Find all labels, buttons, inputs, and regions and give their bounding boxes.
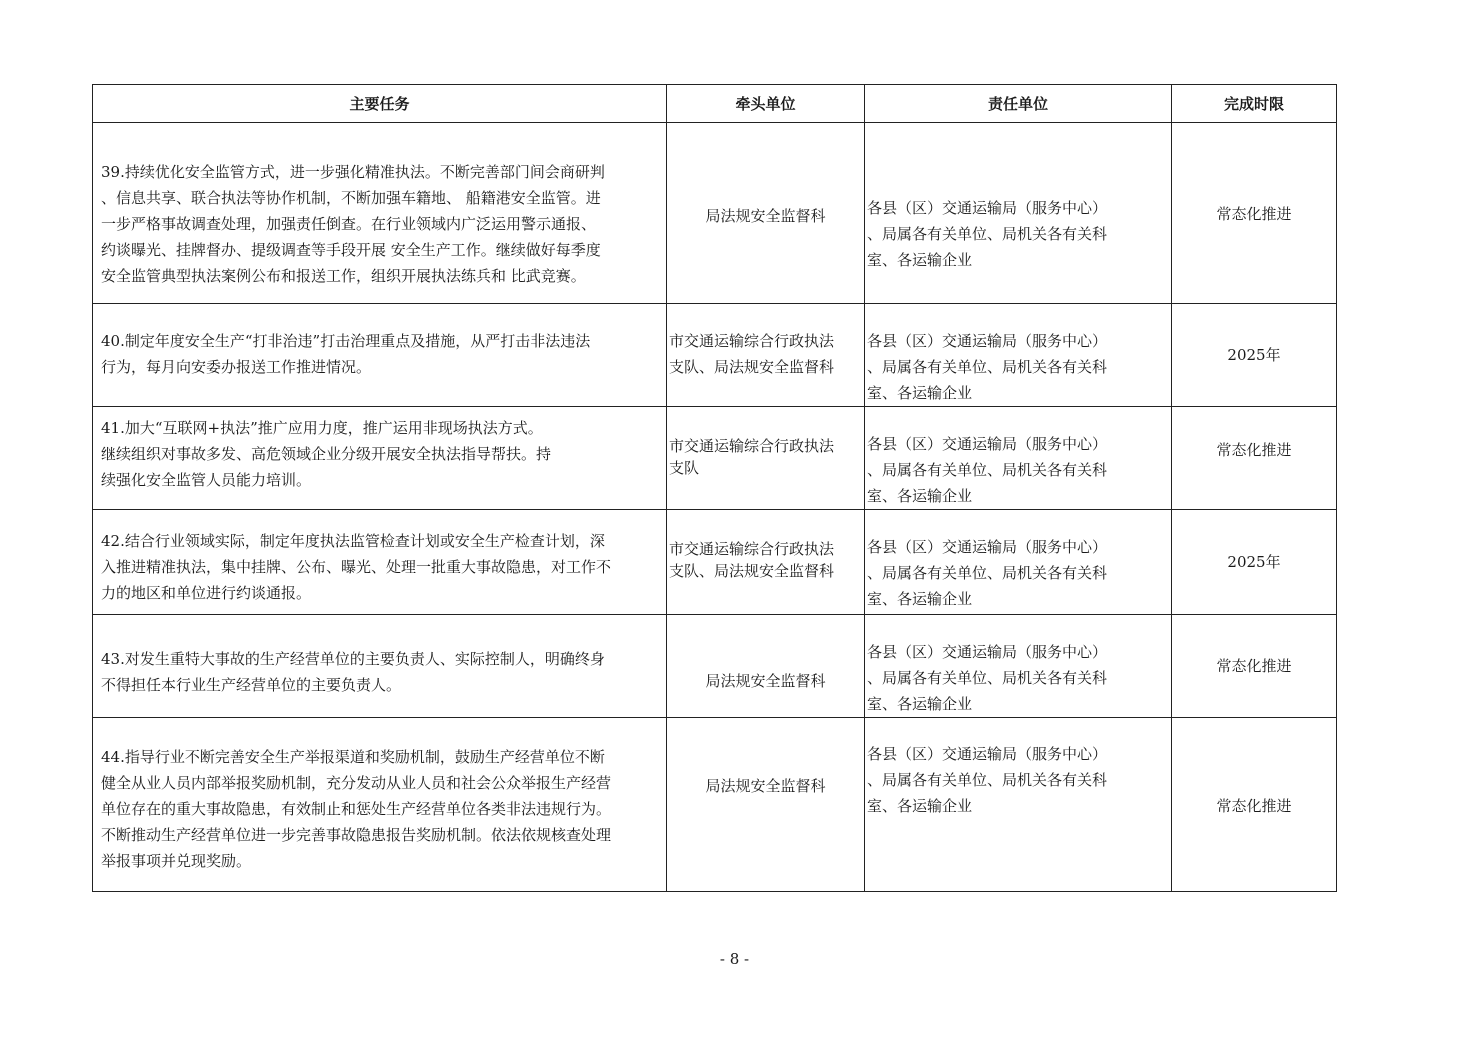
deadline-cell: 2025年: [1172, 510, 1337, 615]
responsible-unit-cell: 各县（区）交通运输局（服务中心） 、局属各有关单位、局机关各有关科 室、各运输企业: [865, 718, 1172, 892]
responsible-unit-cell: 各县（区）交通运输局（服务中心） 、局属各有关单位、局机关各有关科 室、各运输企业: [865, 123, 1172, 304]
task-cell: 44.指导行业不断完善安全生产举报渠道和奖励机制，鼓励生产经营单位不断 健全从业人员内部举报奖励机制，充分发动从业人员和社会公众举报生产经营 单位存在的重大事故隐患，有效制止和惩处生产经营单位各类非法违规行为。 不断推动生产经营单位进一步完善事故隐患报告奖励机制。依法依规核查处理 举报事项并兑现奖励。: [93, 718, 667, 892]
task-cell: 43.对发生重特大事故的生产经营单位的主要负责人、实际控制人，明确终身 不得担任本行业生产经营单位的主要负责人。: [93, 615, 667, 718]
table-row: [93, 510, 1337, 615]
deadline-cell: 常态化推进: [1172, 718, 1337, 892]
task-table: [92, 84, 1337, 892]
deadline-cell: 常态化推进: [1172, 615, 1337, 718]
lead-unit-cell: 局法规安全监督科: [667, 615, 865, 718]
responsible-unit-cell: 各县（区）交通运输局（服务中心） 、局属各有关单位、局机关各有关科 室、各运输企业: [865, 615, 1172, 718]
lead-unit-cell: 市交通运输综合行政执法 支队、局法规安全监督科: [667, 510, 865, 615]
lead-unit-cell: 市交通运输综合行政执法 支队、局法规安全监督科: [667, 304, 865, 407]
deadline-cell: 常态化推进: [1172, 407, 1337, 510]
task-cell: 39.持续优化安全监管方式，进一步强化精准执法。不断完善部门间会商研判 、信息共享、联合执法等协作机制，不断加强车籍地、 船籍港安全监管。进 一步严格事故调查处理，加强责任倒查。在行业领域内广泛运用警示通报、 约谈曝光、挂牌督办、提级调查等手段开展 安全生产工作。继续做好每季度 安全监管典型执法案例公布和报送工作，组织开展执法练兵和 比武竞赛。: [93, 123, 667, 304]
task-cell: 40.制定年度安全生产“打非治违”打击治理重点及措施，从严打击非法违法 行为，每月向安委办报送工作推进情况。: [93, 304, 667, 407]
header-main-task: 主要任务: [93, 85, 667, 123]
deadline-cell: 2025年: [1172, 304, 1337, 407]
header-deadline: 完成时限: [1172, 85, 1337, 123]
header-lead-unit: 牵头单位: [667, 85, 865, 123]
page-number: - 8 -: [719, 950, 750, 968]
task-cell: 42.结合行业领域实际，制定年度执法监管检查计划或安全生产检查计划，深 入推进精准执法，集中挂牌、公布、曝光、处理一批重大事故隐患，对工作不 力的地区和单位进行约谈通报。: [93, 510, 667, 615]
lead-unit-cell: 局法规安全监督科: [667, 123, 865, 304]
task-table-container: [92, 84, 1336, 892]
table-row: [93, 615, 1337, 718]
responsible-unit-cell: 各县（区）交通运输局（服务中心） 、局属各有关单位、局机关各有关科 室、各运输企业: [865, 304, 1172, 407]
table-row: [93, 718, 1337, 892]
responsible-unit-cell: 各县（区）交通运输局（服务中心） 、局属各有关单位、局机关各有关科 室、各运输企业: [865, 407, 1172, 510]
lead-unit-cell: 局法规安全监督科: [667, 718, 865, 892]
lead-unit-cell: 市交通运输综合行政执法 支队: [667, 407, 865, 510]
deadline-cell: 常态化推进: [1172, 123, 1337, 304]
task-cell: 41.加大“互联网+执法”推广应用力度，推广运用非现场执法方式。 继续组织对事故多发、高危领域企业分级开展安全执法指导帮扶。持 续强化安全监管人员能力培训。: [93, 407, 667, 510]
header-responsible-unit: 责任单位: [865, 85, 1172, 123]
table-row: [93, 123, 1337, 304]
responsible-unit-cell: 各县（区）交通运输局（服务中心） 、局属各有关单位、局机关各有关科 室、各运输企业: [865, 510, 1172, 615]
table-row: [93, 407, 1337, 510]
table-header-row: [93, 85, 1337, 123]
table-row: [93, 304, 1337, 407]
